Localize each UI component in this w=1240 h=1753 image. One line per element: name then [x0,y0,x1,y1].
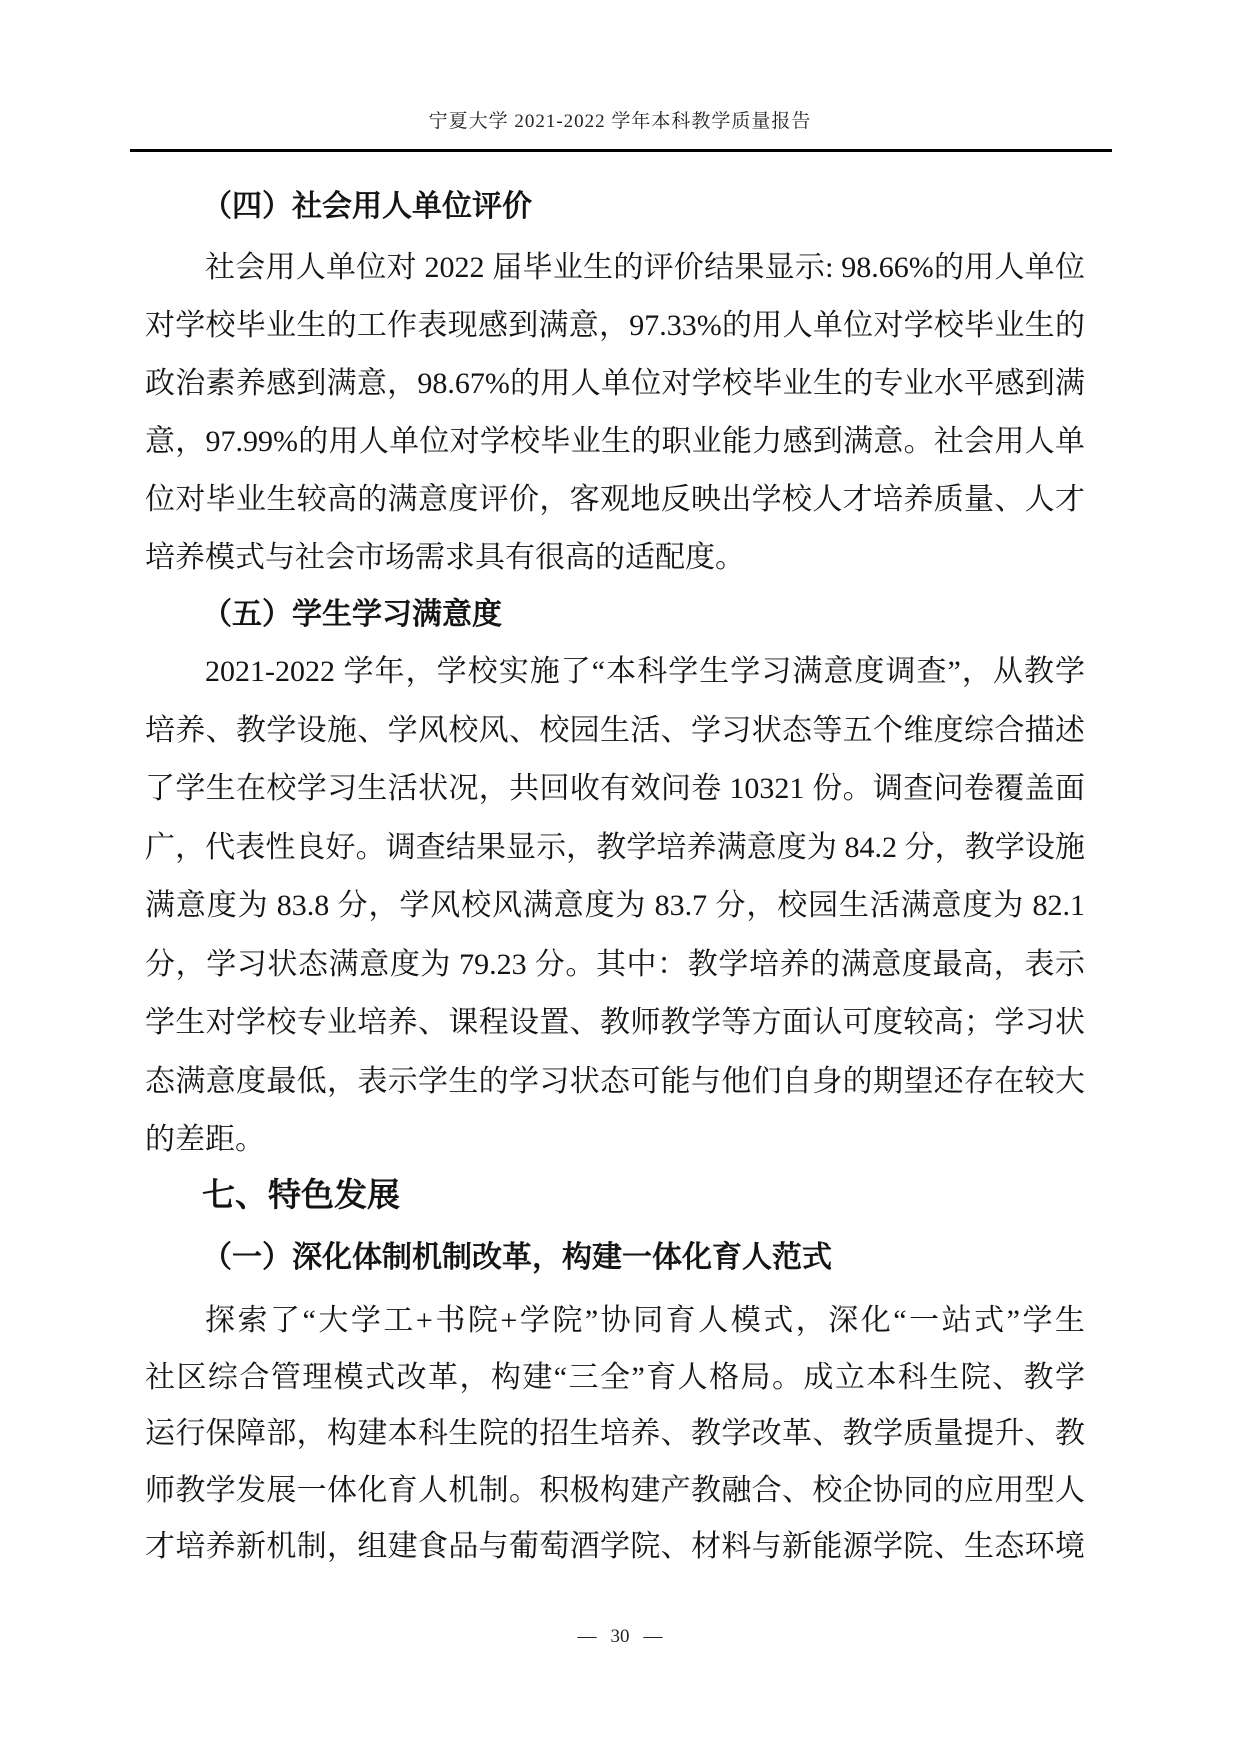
paragraph-line: 位对毕业生较高的满意度评价，客观地反映出学校人才培养质量、人才 [145,483,1085,516]
header-rule [130,149,1112,152]
paragraph-line: 的差距。 [145,1123,265,1156]
paragraph-line: 社区综合管理模式改革，构建“三全”育人格局。成立本科生院、教学 [145,1360,1085,1394]
paragraph-line: 意，97.99%的用人单位对学校毕业生的职业能力感到满意。社会用人单 [145,425,1085,458]
heading-society-evaluation: （四）社会用人单位评价 [202,190,532,223]
paragraph-line: 满意度为 83.8 分，学风校风满意度为 83.7 分，校园生活满意度为 82.1 [145,889,1085,922]
paragraph-line: 分，学习状态满意度为 79.23 分。其中：教学培养的满意度最高，表示 [145,947,1085,981]
paragraph-line: 对学校毕业生的工作表现感到满意，97.33%的用人单位对学校毕业生的 [145,309,1085,342]
paragraph-society-evaluation [145,239,1085,587]
paragraph-line: 政治素养感到满意，98.67%的用人单位对学校毕业生的专业水平感到满 [145,367,1085,400]
page-header-title: 宁夏大学 2021-2022 学年本科教学质量报告 [428,111,812,132]
footer-left-dash: — [577,1626,597,1647]
paragraph-line: 2021-2022 学年，学校实施了“本科学生学习满意度调查”，从教学 [205,655,1085,688]
paragraph-line: 广，代表性良好。调查结果显示，教学培养满意度为 84.2 分，教学设施 [145,830,1085,864]
heading-student-satisfaction: （五）学生学习满意度 [202,598,502,631]
paragraph-line: 探索了“大学工+书院+学院”协同育人模式，深化“一站式”学生 [205,1304,1085,1337]
heading-feature-development: 七、特色发展 [202,1176,400,1213]
footer-right-dash: — [643,1626,663,1647]
page-footer [0,1626,1240,1648]
paragraph-line: 学生对学校专业培养、课程设置、教师教学等方面认可度较高；学习状 [145,1006,1085,1039]
paragraph-line: 培养模式与社会市场需求具有很高的适配度。 [145,541,745,574]
paragraph-line: 才培养新机制，组建食品与葡萄酒学院、材料与新能源学院、生态环境 [145,1530,1085,1563]
paragraph-line: 运行保障部，构建本科生院的招生培养、教学改革、教学质量提升、教 [145,1417,1085,1450]
paragraph-line: 了学生在校学习生活状况，共回收有效问卷 10321 份。调查问卷覆盖面 [145,772,1085,805]
paragraph-line: 态满意度最低，表示学生的学习状态可能与他们自身的期望还存在较大 [145,1064,1085,1098]
page-number: 30 [610,1626,630,1647]
paragraph-line: 培养、教学设施、学风校风、校园生活、学习状态等五个维度综合描述 [145,713,1085,747]
paragraph-system-reform [145,1293,1085,1576]
heading-system-reform: （一）深化体制机制改革，构建一体化育人范式 [202,1241,832,1274]
paragraph-student-satisfaction [145,643,1085,1170]
paragraph-line: 社会用人单位对 2022 届毕业生的评价结果显示: 98.66%的用人单位 [205,251,1085,284]
paragraph-line: 师教学发展一体化育人机制。积极构建产教融合、校企协同的应用型人 [145,1473,1085,1507]
